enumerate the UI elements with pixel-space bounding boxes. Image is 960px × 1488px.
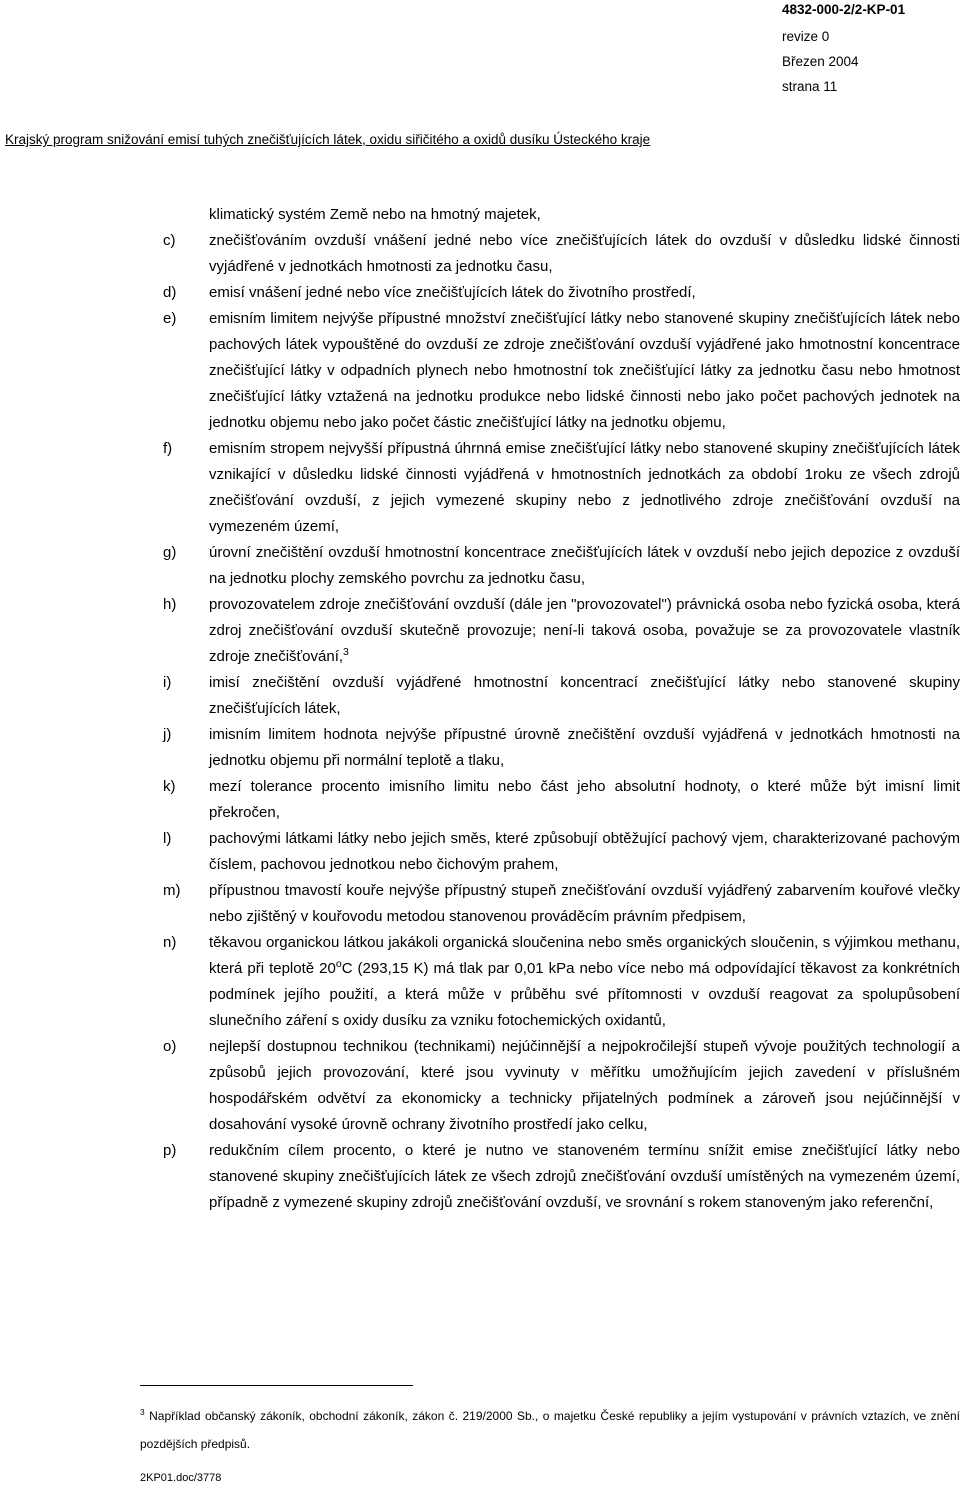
- item-text-part: přípustnou tmavostí kouře nejvýše přípustný stupeň znečišťování ovzduší vyjádřený zabarvením kouřové vlečky nebo zjištěný v kouřovodu metodou stanovenou prováděcím právním předpisem,: [209, 882, 960, 925]
- footnote: [140, 1402, 960, 1458]
- item-text: [209, 306, 960, 436]
- list-item: [163, 280, 960, 306]
- list-item: [163, 228, 960, 280]
- list-item: [163, 930, 960, 1034]
- item-label: n): [163, 934, 177, 951]
- item-text: [209, 1138, 960, 1216]
- item-text-part: emisním limitem nejvýše přípustné množství znečišťující látky nebo stanovené skupiny znečišťujících látek nebo pachových látek vypouštěné do ovzduší ze zdroje znečišťování ovzduší vyjádřené jako hmotnostní koncentrace znečišťující látky v odpadních plynech nebo hmotnostní tok znečišťující látky za jednotku času nebo hmotnost znečišťující látky vztažená na jednotku produkce nebo lidské činnosti nebo jako počet pachových jednotek na jednotku objemu nebo jako počet částic znečišťující látky na jednotku objemu,: [209, 310, 960, 431]
- item-text: [209, 826, 960, 878]
- item-text-part: nejlepší dostupnou technikou (technikami) nejúčinnější a nejpokročilejší stupeň vývoje použitých technologií a způsobů jejich provozování, které jsou vyvinuty v měřítku umožňujícím jejich zavedení v příslušném hospodářském odvětví za ekonomicky a technicky přijatelných podmínek a zároveň jsou nejúčinnější v dosahování vysoké úrovně ochrany životního prostředí jako celku,: [209, 1038, 960, 1133]
- list-item: [163, 722, 960, 774]
- list-item: [163, 592, 960, 670]
- item-label: h): [163, 596, 177, 613]
- item-label: j): [163, 726, 172, 743]
- item-text: [209, 670, 960, 722]
- page-content: [163, 202, 960, 1216]
- item-text-part: mezí tolerance procento imisního limitu nebo část jeho absolutní hodnoty, o které může být imisní limit překročen,: [209, 778, 960, 821]
- list-item: [163, 1138, 960, 1216]
- item-text-part: C (293,15 K) má tlak par 0,01 kPa nebo více nebo má odpovídající těkavost za konkrétních podmínek jejího použití, a která může v průběhu své přítomnosti v ovzduší reagovat za spolupůsobení slunečního záření s oxidy dusíku za vzniku fotochemických oxidantů,: [209, 960, 960, 1029]
- document-id: 4832-000-2/2-KP-01: [782, 2, 906, 17]
- footnote-number: 3: [140, 1407, 145, 1417]
- list-item: [163, 1034, 960, 1138]
- item-label: e): [163, 310, 177, 327]
- item-text-part: pachovými látkami látky nebo jejich směs, které způsobují obtěžující pachový vjem, charakterizované pachovým číslem, pachovou jednotkou nebo čichovým prahem,: [209, 830, 960, 873]
- list-item: [163, 540, 960, 592]
- item-text-part: znečišťováním ovzduší vnášení jedné nebo více znečišťujících látek do ovzduší v důsledku lidské činnosti vyjádřené v jednotkách hmotnosti za jednotku času,: [209, 232, 960, 275]
- running-title: Krajský program snižování emisí tuhých znečišťujících látek, oxidu siřičitého a oxidů dusíku Ústeckého kraje: [5, 132, 651, 147]
- item-text: [209, 878, 960, 930]
- item-text-part: redukčním cílem procento, o které je nutno ve stanoveném termínu snížit emise znečišťující látky nebo stanovené skupiny znečišťujících látek ze všech zdrojů znečišťování ovzduší umístěných na vymezeném území, případně z vymezené skupiny zdrojů znečišťování ovzduší, ve srovnání s rokem stanoveným jako referenční,: [209, 1142, 960, 1211]
- continuation-text: klimatický systém Země nebo na hmotný majetek,: [209, 206, 541, 223]
- item-text-part: těkavou organickou látkou jakákoli organická sloučenina nebo směs organických sloučenin, s výjimkou methanu, která při teplotě 20: [209, 934, 960, 977]
- item-label: d): [163, 284, 177, 301]
- item-label: f): [163, 440, 173, 457]
- item-text-part: emisním stropem nejvyšší přípustná úhrnná emise znečišťující látky nebo stanovené skupiny znečišťujících látek vznikající v důsledku lidské činnosti vyjádřená v hmotnostních jednotkách za období 1roku ze všech zdrojů znečišťování ovzduší, z jejich vymezené skupiny nebo z jednotlivého zdroje znečišťování ovzduší na vymezeném území,: [209, 440, 960, 535]
- list-item: [163, 878, 960, 930]
- definition-list: [163, 228, 960, 1216]
- item-text-part: provozovatelem zdroje znečišťování ovzduší (dále jen "provozovatel") právnická osoba nebo fyzická osoba, která zdroj znečišťování ovzduší skutečně provozuje; není-li taková osoba, považuje se za provozovatele vlastník zdroje znečišťování,: [209, 596, 960, 665]
- list-item: [163, 436, 960, 540]
- item-label: g): [163, 544, 177, 561]
- item-label: c): [163, 232, 176, 249]
- revision: revize 0: [782, 29, 830, 44]
- list-item: [163, 670, 960, 722]
- item-text: [209, 592, 960, 670]
- item-text-part: imisním limitem hodnota nejvýše přípustné úrovně znečištění ovzduší vyjádřená v jednotkách hmotnosti na jednotku objemu při normální teplotě a tlaku,: [209, 726, 960, 769]
- item-text-part: emisí vnášení jedné nebo více znečišťujících látek do životního prostředí,: [209, 284, 696, 301]
- footnote-reference: 3: [343, 646, 349, 658]
- superscript: o: [335, 958, 342, 970]
- item-text: [209, 436, 960, 540]
- item-text: [209, 280, 960, 306]
- item-text: [209, 228, 960, 280]
- item-text: [209, 722, 960, 774]
- footnote-text: Například občanský zákoník, obchodní zákoník, zákon č. 219/2000 Sb., o majetku České republiky a jejím vystupování v právních vztazích, ve znění pozdějších předpisů.: [140, 1409, 960, 1451]
- item-label: o): [163, 1038, 177, 1055]
- footnote-separator: [140, 1385, 413, 1386]
- item-text-part: úrovní znečištění ovzduší hmotnostní koncentrace znečišťujících látek v ovzduší nebo jejich depozice z ovzduší na jednotku plochy zemského povrchu za jednotku času,: [209, 544, 960, 587]
- item-text-part: imisí znečištění ovzduší vyjádřené hmotnostní koncentrací znečišťující látky nebo stanovené skupiny znečišťujících látek,: [209, 674, 960, 717]
- list-item: [163, 306, 960, 436]
- list-item: [163, 774, 960, 826]
- item-text: [209, 540, 960, 592]
- item-text: [209, 1034, 960, 1138]
- item-label: k): [163, 778, 176, 795]
- list-item: [163, 826, 960, 878]
- date: Březen 2004: [782, 54, 859, 69]
- item-label: m): [163, 882, 181, 899]
- item-label: i): [163, 674, 172, 691]
- item-label: p): [163, 1142, 177, 1159]
- item-text: [209, 774, 960, 826]
- footer-filename: 2KP01.doc/3778: [140, 1472, 222, 1484]
- item-text: [209, 930, 960, 1034]
- item-label: l): [163, 830, 172, 847]
- page-number: strana 11: [782, 79, 838, 94]
